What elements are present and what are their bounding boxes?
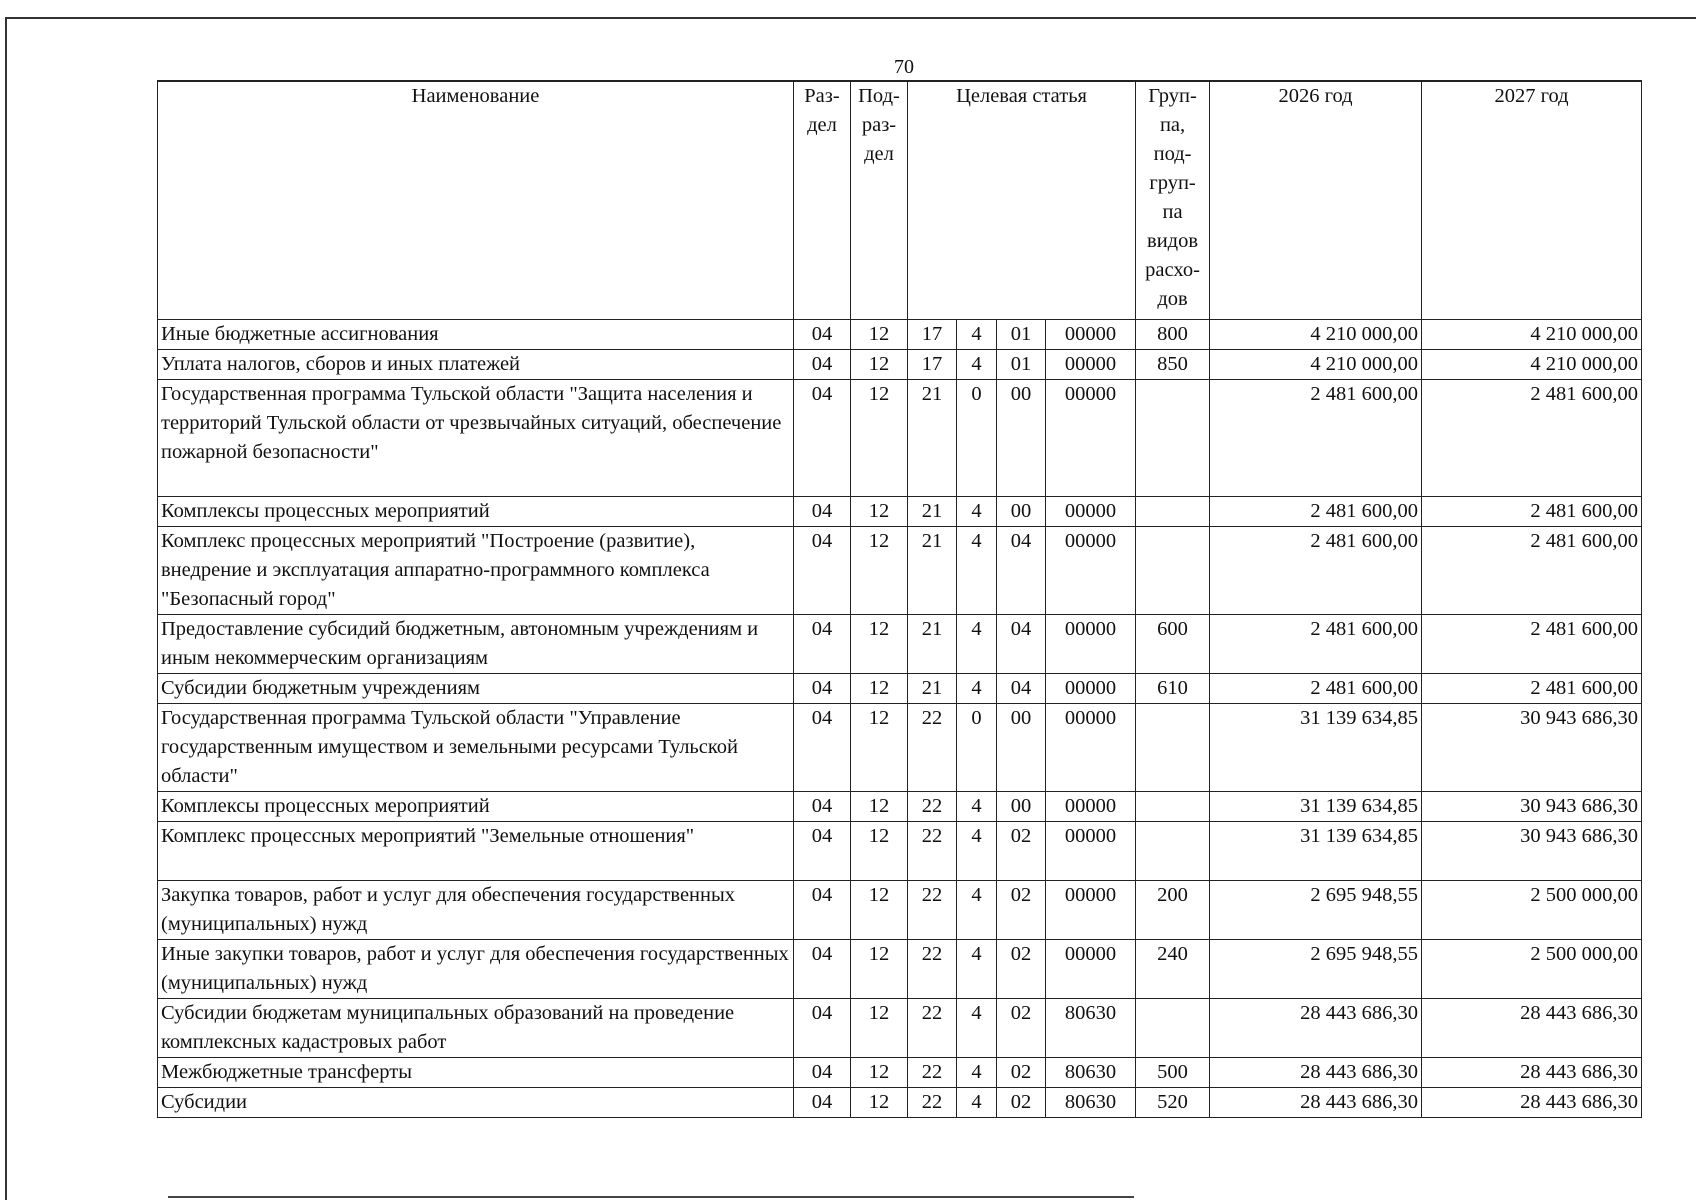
row-podrazdel: 12 xyxy=(851,998,908,1057)
row-razdel: 04 xyxy=(794,349,851,379)
row-podrazdel: 12 xyxy=(851,673,908,703)
row-amount-2026: 2 481 600,00 xyxy=(1210,614,1422,673)
row-target-program: 17 xyxy=(908,319,957,349)
row-target-program: 21 xyxy=(908,526,957,614)
row-razdel: 04 xyxy=(794,1057,851,1087)
row-target-direction: 00000 xyxy=(1046,526,1136,614)
row-razdel: 04 xyxy=(794,939,851,998)
row-amount-2026: 2 481 600,00 xyxy=(1210,496,1422,526)
row-amount-2027: 2 500 000,00 xyxy=(1422,939,1642,998)
row-name: Государственная программа Тульской области "Управление государственным имуществом и земельными ресурсами Тульской области" xyxy=(158,703,794,791)
row-target-type: 4 xyxy=(957,791,997,821)
row-name: Субсидии бюджетам муниципальных образований на проведение комплексных кадастровых работ xyxy=(158,998,794,1057)
row-razdel: 04 xyxy=(794,880,851,939)
row-amount-2026: 28 443 686,30 xyxy=(1210,1087,1422,1117)
row-amount-2027: 4 210 000,00 xyxy=(1422,319,1642,349)
row-podrazdel: 12 xyxy=(851,614,908,673)
table-row xyxy=(158,526,1642,614)
table-header-row xyxy=(158,81,1642,319)
page-number: 70 xyxy=(894,56,914,78)
row-target-program: 21 xyxy=(908,496,957,526)
row-target-direction: 00000 xyxy=(1046,614,1136,673)
row-target-type: 0 xyxy=(957,379,997,496)
row-target-subprogram: 02 xyxy=(997,1057,1046,1087)
row-target-direction: 80630 xyxy=(1046,1087,1136,1117)
row-target-subprogram: 04 xyxy=(997,526,1046,614)
row-amount-2026: 31 139 634,85 xyxy=(1210,791,1422,821)
row-expense-group xyxy=(1136,379,1210,496)
header-podrazdel: Под- раз- дел xyxy=(851,81,908,319)
row-target-program: 21 xyxy=(908,614,957,673)
row-target-direction: 00000 xyxy=(1046,319,1136,349)
row-target-subprogram: 02 xyxy=(997,880,1046,939)
row-target-subprogram: 02 xyxy=(997,939,1046,998)
row-expense-group: 600 xyxy=(1136,614,1210,673)
row-target-program: 22 xyxy=(908,880,957,939)
row-target-program: 22 xyxy=(908,939,957,998)
row-amount-2026: 2 481 600,00 xyxy=(1210,526,1422,614)
row-name: Субсидии xyxy=(158,1087,794,1117)
row-target-type: 4 xyxy=(957,939,997,998)
row-expense-group: 800 xyxy=(1136,319,1210,349)
row-target-program: 21 xyxy=(908,379,957,496)
row-amount-2027: 28 443 686,30 xyxy=(1422,1087,1642,1117)
row-target-type: 4 xyxy=(957,1057,997,1087)
row-name: Комплексы процессных мероприятий xyxy=(158,496,794,526)
row-name: Межбюджетные трансферты xyxy=(158,1057,794,1087)
row-target-subprogram: 00 xyxy=(997,496,1046,526)
header-name: Наименование xyxy=(158,81,794,319)
row-amount-2027: 2 481 600,00 xyxy=(1422,614,1642,673)
row-target-direction: 00000 xyxy=(1046,703,1136,791)
row-amount-2027: 30 943 686,30 xyxy=(1422,791,1642,821)
row-target-direction: 00000 xyxy=(1046,939,1136,998)
row-podrazdel: 12 xyxy=(851,880,908,939)
table-row xyxy=(158,673,1642,703)
row-expense-group: 200 xyxy=(1136,880,1210,939)
row-razdel: 04 xyxy=(794,614,851,673)
table-row xyxy=(158,496,1642,526)
row-target-program: 21 xyxy=(908,673,957,703)
row-amount-2026: 31 139 634,85 xyxy=(1210,821,1422,880)
row-name: Субсидии бюджетным учреждениям xyxy=(158,673,794,703)
row-expense-group: 610 xyxy=(1136,673,1210,703)
row-target-type: 4 xyxy=(957,998,997,1057)
row-amount-2027: 28 443 686,30 xyxy=(1422,1057,1642,1087)
budget-table xyxy=(157,80,1642,1118)
row-podrazdel: 12 xyxy=(851,526,908,614)
table-row xyxy=(158,998,1642,1057)
row-amount-2027: 2 481 600,00 xyxy=(1422,526,1642,614)
row-target-subprogram: 02 xyxy=(997,1087,1046,1117)
row-amount-2027: 2 481 600,00 xyxy=(1422,379,1642,496)
row-target-type: 0 xyxy=(957,703,997,791)
table-row xyxy=(158,319,1642,349)
row-target-program: 22 xyxy=(908,703,957,791)
row-name: Уплата налогов, сборов и иных платежей xyxy=(158,349,794,379)
row-expense-group xyxy=(1136,496,1210,526)
table-row xyxy=(158,349,1642,379)
row-expense-group xyxy=(1136,791,1210,821)
table-row xyxy=(158,703,1642,791)
row-razdel: 04 xyxy=(794,821,851,880)
row-podrazdel: 12 xyxy=(851,349,908,379)
row-target-program: 17 xyxy=(908,349,957,379)
row-target-direction: 80630 xyxy=(1046,998,1136,1057)
row-expense-group: 520 xyxy=(1136,1087,1210,1117)
row-target-subprogram: 01 xyxy=(997,349,1046,379)
row-amount-2027: 2 481 600,00 xyxy=(1422,496,1642,526)
row-razdel: 04 xyxy=(794,496,851,526)
row-amount-2026: 2 695 948,55 xyxy=(1210,880,1422,939)
row-target-type: 4 xyxy=(957,526,997,614)
row-target-type: 4 xyxy=(957,349,997,379)
row-target-subprogram: 04 xyxy=(997,614,1046,673)
row-target-type: 4 xyxy=(957,821,997,880)
row-target-direction: 80630 xyxy=(1046,1057,1136,1087)
row-amount-2027: 4 210 000,00 xyxy=(1422,349,1642,379)
row-target-subprogram: 02 xyxy=(997,821,1046,880)
header-razdel: Раз- дел xyxy=(794,81,851,319)
row-name: Комплекс процессных мероприятий "Построение (развитие), внедрение и эксплуатация аппаратно-программного комплекса "Безопасный город" xyxy=(158,526,794,614)
row-podrazdel: 12 xyxy=(851,703,908,791)
row-name: Комплексы процессных мероприятий xyxy=(158,791,794,821)
row-razdel: 04 xyxy=(794,379,851,496)
row-amount-2026: 4 210 000,00 xyxy=(1210,349,1422,379)
row-podrazdel: 12 xyxy=(851,791,908,821)
row-target-subprogram: 01 xyxy=(997,319,1046,349)
row-amount-2027: 2 481 600,00 xyxy=(1422,673,1642,703)
header-year-2027: 2027 год xyxy=(1422,81,1642,319)
row-podrazdel: 12 xyxy=(851,319,908,349)
header-year-2026: 2026 год xyxy=(1210,81,1422,319)
table-row xyxy=(158,379,1642,496)
row-amount-2026: 2 481 600,00 xyxy=(1210,673,1422,703)
row-expense-group: 850 xyxy=(1136,349,1210,379)
scan-edge-left xyxy=(5,18,7,1200)
row-amount-2026: 31 139 634,85 xyxy=(1210,703,1422,791)
row-target-type: 4 xyxy=(957,880,997,939)
header-expense-group: Груп- па, под- груп- па видов расхо- дов xyxy=(1136,81,1210,319)
row-target-direction: 00000 xyxy=(1046,379,1136,496)
row-amount-2026: 28 443 686,30 xyxy=(1210,1057,1422,1087)
row-target-type: 4 xyxy=(957,319,997,349)
row-target-direction: 00000 xyxy=(1046,821,1136,880)
row-amount-2027: 30 943 686,30 xyxy=(1422,703,1642,791)
row-target-direction: 00000 xyxy=(1046,880,1136,939)
row-name: Иные закупки товаров, работ и услуг для обеспечения государственных (муниципальных) нужд xyxy=(158,939,794,998)
row-podrazdel: 12 xyxy=(851,821,908,880)
row-target-subprogram: 00 xyxy=(997,379,1046,496)
row-podrazdel: 12 xyxy=(851,496,908,526)
row-expense-group xyxy=(1136,998,1210,1057)
row-target-type: 4 xyxy=(957,673,997,703)
row-expense-group: 240 xyxy=(1136,939,1210,998)
table-row xyxy=(158,614,1642,673)
row-razdel: 04 xyxy=(794,998,851,1057)
row-target-program: 22 xyxy=(908,791,957,821)
row-podrazdel: 12 xyxy=(851,1057,908,1087)
footer-rule xyxy=(168,1196,1134,1198)
row-amount-2027: 28 443 686,30 xyxy=(1422,998,1642,1057)
row-target-direction: 00000 xyxy=(1046,791,1136,821)
table-row xyxy=(158,821,1642,880)
row-razdel: 04 xyxy=(794,1087,851,1117)
row-target-direction: 00000 xyxy=(1046,673,1136,703)
row-name: Иные бюджетные ассигнования xyxy=(158,319,794,349)
row-amount-2026: 4 210 000,00 xyxy=(1210,319,1422,349)
row-podrazdel: 12 xyxy=(851,939,908,998)
row-target-subprogram: 00 xyxy=(997,791,1046,821)
row-amount-2027: 30 943 686,30 xyxy=(1422,821,1642,880)
row-target-subprogram: 00 xyxy=(997,703,1046,791)
row-razdel: 04 xyxy=(794,526,851,614)
header-target-article: Целевая статья xyxy=(908,81,1136,319)
row-expense-group xyxy=(1136,821,1210,880)
row-razdel: 04 xyxy=(794,319,851,349)
row-expense-group xyxy=(1136,703,1210,791)
row-name: Комплекс процессных мероприятий "Земельные отношения" xyxy=(158,821,794,880)
row-target-program: 22 xyxy=(908,998,957,1057)
row-target-direction: 00000 xyxy=(1046,349,1136,379)
row-amount-2026: 28 443 686,30 xyxy=(1210,998,1422,1057)
row-target-direction: 00000 xyxy=(1046,496,1136,526)
row-target-subprogram: 02 xyxy=(997,998,1046,1057)
row-amount-2026: 2 695 948,55 xyxy=(1210,939,1422,998)
table-row xyxy=(158,1057,1642,1087)
row-target-program: 22 xyxy=(908,1057,957,1087)
row-target-type: 4 xyxy=(957,496,997,526)
row-target-type: 4 xyxy=(957,614,997,673)
row-razdel: 04 xyxy=(794,703,851,791)
row-name: Предоставление субсидий бюджетным, автономным учреждениям и иным некоммерческим организациям xyxy=(158,614,794,673)
row-podrazdel: 12 xyxy=(851,1087,908,1117)
row-name: Государственная программа Тульской области "Защита населения и территорий Тульской области от чрезвычайных ситуаций, обеспечение пожарной безопасности" xyxy=(158,379,794,496)
row-amount-2027: 2 500 000,00 xyxy=(1422,880,1642,939)
row-target-type: 4 xyxy=(957,1087,997,1117)
row-expense-group: 500 xyxy=(1136,1057,1210,1087)
row-name: Закупка товаров, работ и услуг для обеспечения государственных (муниципальных) нужд xyxy=(158,880,794,939)
row-razdel: 04 xyxy=(794,673,851,703)
row-target-subprogram: 04 xyxy=(997,673,1046,703)
row-target-program: 22 xyxy=(908,821,957,880)
row-target-program: 22 xyxy=(908,1087,957,1117)
row-expense-group xyxy=(1136,526,1210,614)
scan-edge-top xyxy=(5,17,1696,19)
row-amount-2026: 2 481 600,00 xyxy=(1210,379,1422,496)
table-row xyxy=(158,1087,1642,1117)
row-razdel: 04 xyxy=(794,791,851,821)
table-row xyxy=(158,791,1642,821)
row-podrazdel: 12 xyxy=(851,379,908,496)
table-row xyxy=(158,939,1642,998)
table-row xyxy=(158,880,1642,939)
